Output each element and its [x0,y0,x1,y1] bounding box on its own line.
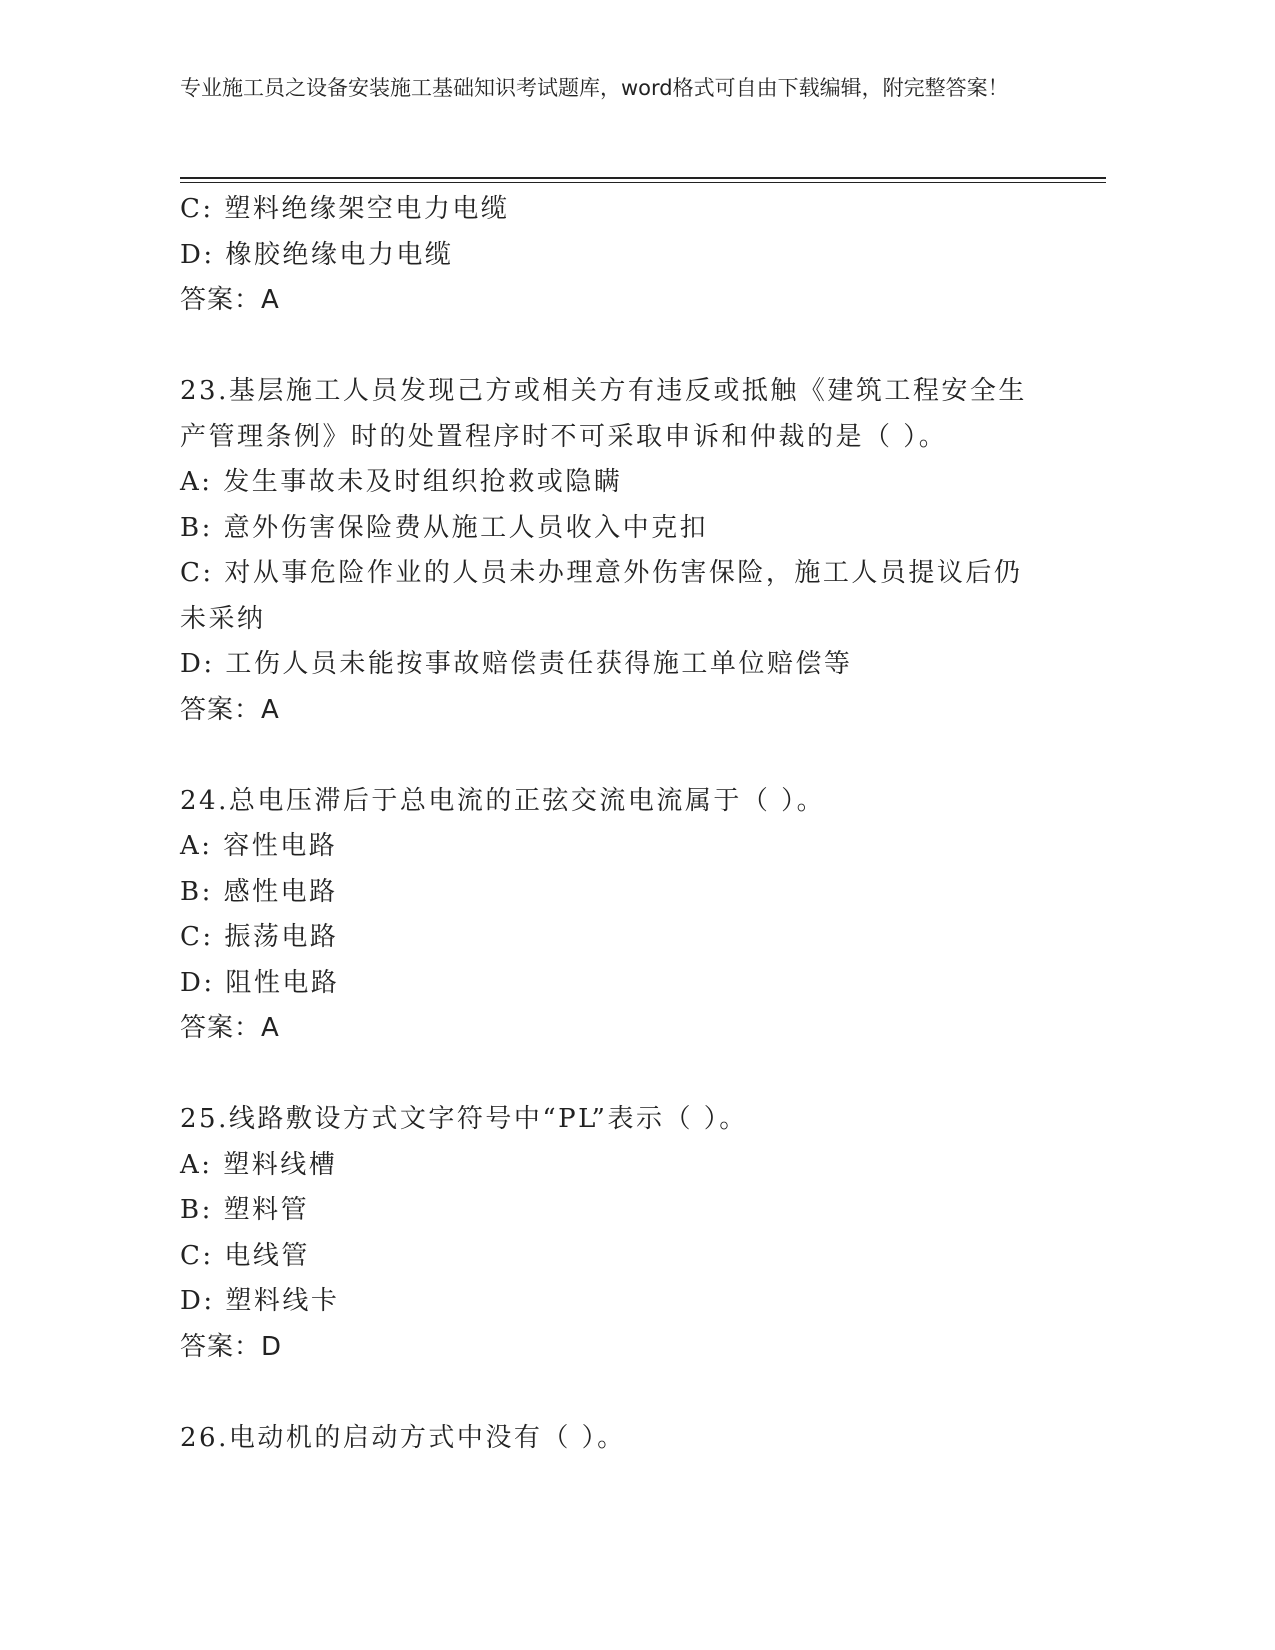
option-a: A: 塑料线槽 [180,1149,338,1180]
page-header-title: 专业施工员之设备安装施工基础知识考试题库，word格式可自由下载编辑，附完整答案！ [180,76,1009,100]
answer: 答案：A [180,285,280,315]
option-d: D: 工伤人员未能按事故赔偿责任获得施工单位赔偿等 [180,649,853,679]
option-b: B: 感性电路 [180,876,338,907]
spacer [180,1370,1080,1416]
spacer [180,324,1080,370]
spacer [180,733,1080,779]
option-b: B: 意外伤害保险费从施工人员收入中克扣 [180,512,709,543]
question-24-stem: 24.总电压滞后于总电流的正弦交流电流属于（ ）。 [180,785,826,816]
option-d: D: 橡胶绝缘电力电缆 [180,239,454,270]
spacer [180,1052,1080,1098]
option-c: C: 塑料绝缘架空电力电缆 [180,194,510,224]
question-26-stem: 26.电动机的启动方式中没有（ ）。 [180,1422,626,1453]
question-25-stem: 25.线路敷设方式文字符号中“PL”表示（ ）。 [180,1104,748,1134]
option-d: D: 阻性电路 [180,967,340,998]
option-c: C: 振荡电路 [180,922,339,952]
option-a: A: 容性电路 [180,831,338,861]
option-c: C: 电线管 [180,1240,310,1271]
option-a: A: 发生事故未及时组织抢救或隐瞒 [180,467,623,497]
answer: 答案：D [180,1331,283,1362]
header-rule-thin [180,182,1106,183]
option-b: B: 塑料管 [180,1195,310,1225]
option-d: D: 塑料线卡 [180,1286,340,1316]
header-rule-thick [180,177,1106,179]
answer: 答案：A [180,1013,280,1043]
option-c: C: 对从事危险作业的人员未办理意外伤害保险，施工人员提议后仍未采纳 [180,558,1023,634]
document-body [180,187,1080,1461]
answer: 答案：A [180,694,280,725]
document-page [180,0,1140,1650]
question-23-stem: 23.基层施工人员发现己方或相关方有违反或抵触《建筑工程安全生产管理条例》时的处置程序时不可采取申诉和仲裁的是（ ）。 [180,376,1027,452]
